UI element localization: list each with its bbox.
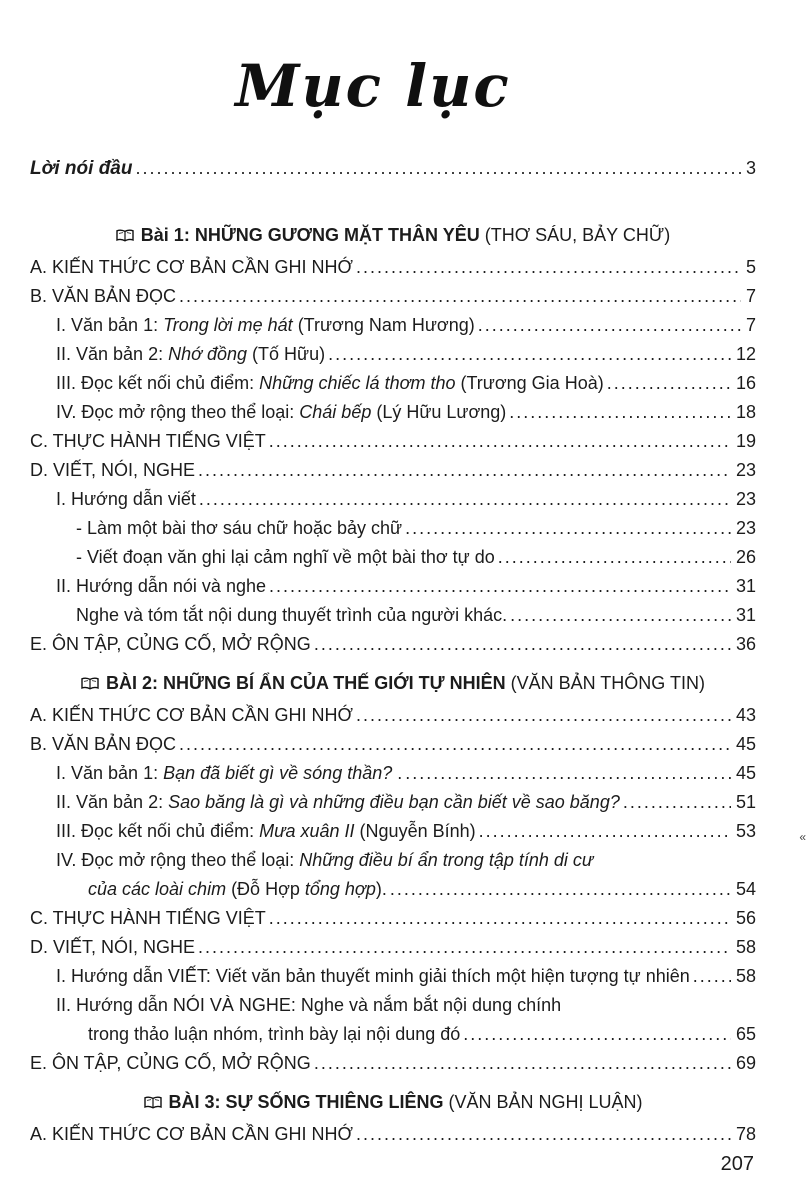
toc-leader-dots: [607, 369, 731, 398]
toc-entry-page: 53: [735, 821, 756, 841]
toc-text-segment: C. THỰC HÀNH TIẾNG VIỆT: [30, 908, 266, 928]
toc-text-segment: Trong lời mẹ hát: [163, 315, 293, 335]
toc-leader-dots: [269, 572, 731, 601]
toc-entry: [30, 282, 756, 311]
toc-leader-dots: [328, 340, 731, 369]
toc-text-segment: (Đỗ Hợp: [226, 879, 305, 899]
toc-entry-page: 58: [735, 966, 756, 986]
toc-text-segment: B. VĂN BẢN ĐỌC: [30, 286, 177, 306]
toc-text-segment: II. Hướng dẫn nói và nghe: [56, 576, 266, 596]
toc-leader-dots: [269, 427, 731, 456]
toc-entry: [30, 427, 756, 456]
toc-text-segment: Nhớ đồng: [168, 344, 248, 364]
toc-leader-dots: [479, 817, 731, 846]
toc-entry-page: 26: [735, 547, 756, 567]
toc-text-segment: tổng hợp: [304, 879, 376, 899]
toc-entry: [30, 1020, 756, 1049]
toc-entry-text: [106, 669, 705, 698]
toc-entry-page: 58: [735, 937, 756, 957]
toc-entry: [30, 543, 756, 572]
toc-entry: [30, 154, 756, 183]
toc-entry-text: [30, 701, 353, 730]
toc-entry-page: 19: [735, 431, 756, 451]
toc-entry-text: [56, 340, 325, 369]
toc-leader-dots: [314, 630, 731, 659]
toc-entry: [30, 759, 756, 788]
toc-entry-text: [30, 933, 195, 962]
toc-entry: [30, 1088, 756, 1117]
toc-entry-text: [30, 730, 176, 759]
toc-entry-page: 56: [735, 908, 756, 928]
toc-entry-text: [56, 788, 620, 817]
toc-entry-text: [30, 154, 132, 183]
toc-entry: [30, 398, 756, 427]
toc-entry: [30, 933, 756, 962]
toc-entry-text: [30, 282, 176, 311]
toc-entry: [30, 788, 756, 817]
toc-text-segment: Nghe và tóm tắt nội dung thuyết trình của người khác.: [76, 605, 508, 625]
toc-text-segment: D. VIẾT, NÓI, NGHE: [30, 460, 196, 480]
toc-entry-page: 12: [735, 344, 756, 364]
toc-text-segment: E. ÔN TẬP, CỦNG CỐ, MỞ RỘNG: [30, 1053, 311, 1073]
toc-entry-text: [76, 514, 402, 543]
toc-leader-dots: [199, 485, 731, 514]
toc-text-segment: của các loài chim: [88, 879, 227, 899]
toc-text-segment: Chái bếp: [299, 402, 372, 422]
toc-text-segment: IV. Đọc mở rộng theo thể loại:: [56, 402, 300, 422]
open-book-icon: [116, 229, 134, 242]
toc-entry-text: [30, 1049, 311, 1078]
toc-entry-page: 43: [735, 705, 756, 725]
toc-text-segment: Những chiếc lá thơm tho: [259, 373, 456, 393]
toc-leader-dots: [478, 311, 741, 340]
toc-entry-page: 3: [745, 158, 756, 178]
toc-leader-dots: [356, 701, 731, 730]
toc-text-segment: - Viết đoạn văn ghi lại cảm nghĩ về một bài thơ tự do: [76, 547, 495, 567]
toc-text-segment: trong thảo luận nhóm, trình bày lại nội dung đó: [88, 1024, 461, 1044]
toc-entry: [30, 369, 756, 398]
toc-text-segment: Sao băng là gì và những điều bạn cần biết về sao băng?: [168, 792, 620, 812]
toc-entry: [30, 221, 756, 250]
edge-mark: «: [799, 830, 806, 844]
toc-entry: [30, 340, 756, 369]
toc-text-segment: Bài 1: NHỮNG GƯƠNG MẶT THÂN YÊU: [140, 225, 480, 245]
toc-entry: [30, 730, 756, 759]
toc-leader-dots: [179, 730, 731, 759]
open-book-icon: [144, 1096, 162, 1109]
toc-text-segment: Bạn đã biết gì về sóng thần?: [163, 763, 393, 783]
toc-entry: [30, 875, 756, 904]
toc-entry-page: 31: [735, 605, 756, 625]
toc-text-segment: III. Đọc kết nối chủ điểm:: [56, 373, 260, 393]
toc-entry-page: 45: [735, 734, 756, 754]
toc-entry-page: 69: [735, 1053, 756, 1073]
toc-entry-text: [56, 962, 690, 991]
toc-entry-text: [56, 846, 593, 875]
toc-text-segment: (Lý Hữu Lương): [371, 402, 507, 422]
toc-entry: [30, 962, 756, 991]
toc-entry-text: [56, 991, 561, 1020]
toc-entry: [30, 253, 756, 282]
toc-entry-page: 45: [735, 763, 756, 783]
toc-text-segment: (Nguyễn Bính): [354, 821, 476, 841]
toc-entry: [30, 1049, 756, 1078]
toc-entry-page: 23: [735, 518, 756, 538]
toc-entry: [30, 572, 756, 601]
toc-text-segment: II. Văn bản 2:: [56, 792, 169, 812]
toc-entry: [30, 991, 756, 1020]
toc-entry-page: 5: [745, 257, 756, 277]
toc-text-segment: (Trương Nam Hương): [292, 315, 475, 335]
toc-leader-dots: [198, 456, 731, 485]
toc-entry-page: 78: [735, 1124, 756, 1144]
toc-entry-text: [56, 485, 196, 514]
toc-entry-page: 65: [735, 1024, 756, 1044]
toc-text-segment: D. VIẾT, NÓI, NGHE: [30, 937, 196, 957]
toc-text-segment: I. Hướng dẫn VIẾT: Viết văn bản thuyết minh giải thích một hiện tượng tự nhiên: [56, 966, 690, 986]
toc-entry: [30, 485, 756, 514]
toc-text-segment: Lời nói đầu: [30, 158, 133, 179]
toc-leader-dots: [390, 875, 731, 904]
toc-leader-dots: [463, 1020, 731, 1049]
toc-leader-dots: [623, 788, 731, 817]
toc-text-segment: E. ÔN TẬP, CỦNG CỐ, MỞ RỘNG: [30, 634, 311, 654]
page-number: 207: [720, 1153, 754, 1175]
toc-entry: [30, 846, 756, 875]
toc-text-segment: A. KIẾN THỨC CƠ BẢN CẦN GHI NHỚ: [30, 1124, 353, 1144]
toc-text-segment: (VĂN BẢN THÔNG TIN): [505, 673, 705, 693]
toc-text-segment: BÀI 2: NHỮNG BÍ ẨN CỦA THẾ GIỚI TỰ NHIÊN: [106, 673, 506, 693]
toc-entry-page: 18: [735, 402, 756, 422]
toc-leader-dots: [693, 962, 731, 991]
toc-text-segment: C. THỰC HÀNH TIẾNG VIỆT: [30, 431, 266, 451]
toc-entry-text: [56, 369, 604, 398]
toc-entry: [30, 701, 756, 730]
toc-text-segment: BÀI 3: SỰ SỐNG THIÊNG LIÊNG: [168, 1092, 444, 1112]
toc-entry: [30, 904, 756, 933]
toc-leader-dots: [356, 253, 741, 282]
toc-leader-dots: [179, 282, 741, 311]
toc-text-segment: A. KIẾN THỨC CƠ BẢN CẦN GHI NHỚ: [30, 705, 353, 725]
toc-text-segment: II. Văn bản 2:: [56, 344, 169, 364]
toc-text-segment: Mưa xuân II: [259, 821, 355, 841]
toc-entry-text: [30, 253, 353, 282]
toc-leader-dots: [498, 543, 731, 572]
toc-entry: [30, 630, 756, 659]
toc-text-segment: I. Hướng dẫn viết: [56, 489, 196, 509]
toc-entry: [30, 1120, 756, 1149]
open-book-icon: [81, 677, 99, 690]
toc-entry-page: 23: [735, 489, 756, 509]
page-title: Mục lục: [235, 52, 511, 120]
toc-entry-page: 51: [735, 792, 756, 812]
toc-text-segment: B. VĂN BẢN ĐỌC: [30, 734, 177, 754]
toc-entry-text: [30, 456, 195, 485]
toc-leader-dots: [509, 398, 731, 427]
toc-text-segment: I. Văn bản 1:: [56, 315, 164, 335]
toc-text-segment: .: [392, 763, 403, 783]
toc-entry-page: 23: [735, 460, 756, 480]
toc-leader-dots: [135, 154, 741, 183]
toc-text-segment: (Tố Hữu): [247, 344, 326, 364]
toc-text-segment: IV. Đọc mở rộng theo thể loại:: [56, 850, 300, 870]
toc-entry-text: [141, 221, 670, 250]
toc-leader-dots: [510, 601, 731, 630]
toc-leader-dots: [198, 933, 731, 962]
toc-entry: [30, 456, 756, 485]
toc-entry-text: [56, 398, 506, 427]
toc-entry-page: 31: [735, 576, 756, 596]
toc-entry-text: [30, 427, 266, 456]
toc-entry-text: [30, 904, 266, 933]
toc-entry-page: 54: [735, 879, 756, 899]
toc-text-segment: - Làm một bài thơ sáu chữ hoặc bảy chữ: [76, 518, 403, 538]
toc-leader-dots: [405, 514, 731, 543]
toc-text-segment: ).: [375, 879, 387, 899]
toc-entry-text: [76, 601, 507, 630]
toc-entry: [30, 601, 756, 630]
toc-text-segment: II. Hướng dẫn NÓI VÀ NGHE: Nghe và nắm bắt nội dung chính: [56, 995, 562, 1015]
toc-leader-dots: [405, 759, 731, 788]
toc-entry-text: [76, 543, 495, 572]
toc-entry-text: [56, 311, 475, 340]
toc-entry: [30, 817, 756, 846]
toc-entry-text: [56, 572, 266, 601]
toc-leader-dots: [269, 904, 731, 933]
toc-entry-page: 7: [745, 286, 756, 306]
toc-text-segment: (Trương Gia Hoà): [455, 373, 604, 393]
toc-leader-dots: [356, 1120, 731, 1149]
toc-entry-text: [56, 759, 402, 788]
toc-text-segment: III. Đọc kết nối chủ điểm:: [56, 821, 260, 841]
toc-leader-dots: [314, 1049, 731, 1078]
toc-entry-text: [56, 817, 476, 846]
toc-text-segment: I. Văn bản 1:: [56, 763, 164, 783]
toc-text-segment: A. KIẾN THỨC CƠ BẢN CẦN GHI NHỚ: [30, 257, 353, 277]
toc-entry-text: [169, 1088, 643, 1117]
toc-text-segment: (VĂN BẢN NGHỊ LUẬN): [443, 1092, 643, 1112]
toc-entry-page: 36: [735, 634, 756, 654]
toc-entry: [30, 514, 756, 543]
toc-entry-page: 7: [745, 315, 756, 335]
toc-list: [30, 154, 756, 1149]
toc-entry-text: [88, 1020, 460, 1049]
toc-entry: [30, 311, 756, 340]
toc-entry-text: [88, 875, 387, 904]
toc-text-segment: Những điều bí ẩn trong tập tính di cư: [299, 850, 594, 870]
toc-entry-text: [30, 630, 311, 659]
toc-entry-page: 16: [735, 373, 756, 393]
toc-entry: [30, 669, 756, 698]
toc-text-segment: (THƠ SÁU, BẢY CHỮ): [479, 225, 671, 245]
toc-entry-text: [30, 1120, 353, 1149]
